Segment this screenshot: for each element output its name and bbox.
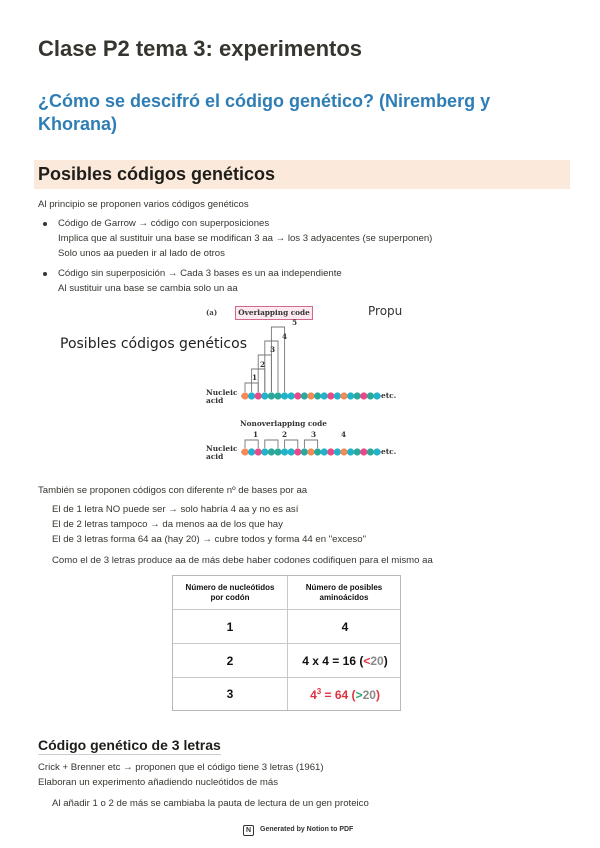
page-title: Clase P2 tema 3: experimentos <box>38 36 363 61</box>
overlap-bead <box>321 392 328 399</box>
nonoverlap-bead <box>261 448 268 455</box>
overlap-number-3: 3 <box>270 345 276 354</box>
overlap-number-1: 1 <box>252 373 258 382</box>
result-2-compare: < <box>363 654 371 668</box>
overlap-bead <box>288 392 295 399</box>
result-2-ref: 20 <box>370 654 384 668</box>
nonoverlap-bead <box>301 448 308 455</box>
figure-panel-label: (a) <box>206 308 218 317</box>
nonoverlap-bead <box>294 448 301 455</box>
section-heading-three-letters: Código genético de 3 letras <box>38 737 221 753</box>
overlap-bead <box>360 392 367 399</box>
nonoverlap-bead <box>340 448 347 455</box>
table-cell-result-1: 4 <box>341 620 349 634</box>
table-cell-n-3: 3 <box>226 687 234 701</box>
overlap-bead <box>281 392 288 399</box>
bullet-2-line-1: Código sin superposición → Cada 3 bases es un aa independiente <box>58 268 342 279</box>
table-cell-result-3 <box>288 687 402 702</box>
codon-table <box>172 575 401 711</box>
nonoverlap-number-2: 2 <box>282 430 288 439</box>
table-row-divider <box>173 677 400 678</box>
nonoverlap-bracket <box>285 440 298 448</box>
letter-2-line: El de 2 letras tampoco → da menos aa de los que hay <box>52 519 283 530</box>
figure-cut-text: Propu <box>368 304 403 318</box>
overlap-bead <box>307 392 314 399</box>
result-2-text: 4 x 4 = 16 ( <box>302 654 364 668</box>
footer-text: Generated by Notion to PDF <box>260 826 354 833</box>
table-header-nucleotides: Número de nucleótidos por codón <box>185 583 275 602</box>
nonoverlap-number-1: 1 <box>253 430 259 439</box>
table-cell-n-1: 1 <box>226 620 234 634</box>
etc-label-2: etc. <box>381 447 397 456</box>
nonoverlap-bead <box>274 448 281 455</box>
nonoverlap-bead <box>334 448 341 455</box>
genetic-code-figure <box>56 300 402 464</box>
result-3-ref: 20 <box>362 688 376 702</box>
nonoverlap-bead <box>321 448 328 455</box>
nonoverlap-brackets <box>245 440 318 448</box>
letter-3-line: El de 3 letras forma 64 aa (hay 20) → cubre todos y forma 44 en "exceso" <box>52 534 366 545</box>
table-row-divider <box>173 643 400 644</box>
subtitle-heading: ¿Cómo se descifró el código genético? (Niremberg y Khorana) <box>38 91 491 134</box>
bullet-2-line-2: Al sustituir una base se cambia solo un aa <box>58 283 238 294</box>
nonoverlap-number-3: 3 <box>311 430 317 439</box>
nonoverlap-bead <box>314 448 321 455</box>
nonoverlap-bracket <box>304 440 317 448</box>
nonoverlap-bead <box>255 448 262 455</box>
nonoverlap-bead <box>354 448 361 455</box>
overlap-bead <box>334 392 341 399</box>
table-header-aminoacids: Número de posibles aminoácidos <box>305 583 383 602</box>
overlap-bead <box>248 392 255 399</box>
nonoverlap-bead <box>268 448 275 455</box>
paragraph-redundant-codons: Como el de 3 letras produce aa de más debe haber codones codifiquen para el mismo aa <box>52 555 433 566</box>
overlapping-code-label: Overlapping code <box>235 306 313 320</box>
notion-icon: N <box>243 825 254 836</box>
crick-brenner-line: Crick + Brenner etc → proponen que el código tiene 3 letras (1961) <box>38 762 324 773</box>
nonoverlap-bracket <box>245 440 258 448</box>
reading-frame-line: Al añadir 1 o 2 de más se cambiaba la pauta de lectura de un gen proteico <box>52 798 369 809</box>
result-2-close: ) <box>383 654 388 668</box>
nonoverlap-bracket <box>265 440 278 448</box>
bullet-1-line-1: Código de Garrow → código con superposiciones <box>58 218 270 229</box>
nonoverlap-bead <box>373 448 380 455</box>
result-3-compare: > <box>355 688 363 702</box>
bullet-dot <box>43 272 47 276</box>
nonoverlap-bead-row <box>241 448 381 455</box>
nucleic-acid-label-1: Nucleic acid <box>206 388 238 405</box>
nucleic-acid-label-2: Nucleic acid <box>206 444 238 461</box>
overlap-bead <box>347 392 354 399</box>
figure-drawing <box>56 300 402 464</box>
overlap-bead-row <box>241 392 381 399</box>
overlap-number-4: 4 <box>282 332 288 341</box>
result-3-exponent: 3 <box>316 687 322 696</box>
bullet-1-line-2: Implica que al sustituir una base se modifican 3 aa → los 3 adyacentes (se superponen) <box>58 233 433 244</box>
table-row-divider <box>173 609 400 610</box>
overlap-bead <box>367 392 374 399</box>
overlap-bead <box>354 392 361 399</box>
overlap-bead <box>255 392 262 399</box>
section-heading-codes <box>34 160 570 189</box>
overlap-bead <box>340 392 347 399</box>
overlap-bead <box>327 392 334 399</box>
result-3-eq: = 64 ( <box>321 688 356 702</box>
overlap-bead <box>274 392 281 399</box>
nonoverlap-bead <box>281 448 288 455</box>
overlap-number-2: 2 <box>260 360 266 369</box>
overlap-number-5: 5 <box>292 318 298 327</box>
paragraph-bases-per-aa: También se proponen códigos con diferente nº de bases por aa <box>38 485 308 496</box>
result-3-base: 4 <box>310 688 317 702</box>
bullet-1-line-3: Solo unos aa pueden ir al lado de otros <box>58 248 225 259</box>
nonoverlap-bead <box>347 448 354 455</box>
nonoverlap-bead <box>360 448 367 455</box>
nonoverlap-bead <box>241 448 248 455</box>
table-cell-result-2 <box>288 654 402 668</box>
overlap-bead <box>261 392 268 399</box>
nonoverlap-bead <box>288 448 295 455</box>
nonoverlap-bead <box>248 448 255 455</box>
overlap-bead <box>268 392 275 399</box>
etc-label-1: etc. <box>381 391 397 400</box>
letter-1-line: El de 1 letra NO puede ser → solo habría 4 aa y no es así <box>52 504 299 515</box>
nonoverlap-bead <box>367 448 374 455</box>
overlap-bead <box>294 392 301 399</box>
intro-paragraph: Al principio se proponen varios códigos genéticos <box>38 199 249 210</box>
table-cell-n-2: 2 <box>226 654 234 668</box>
section-heading-codes-text: Posibles códigos genéticos <box>38 164 276 184</box>
result-3-close: ) <box>375 688 380 702</box>
bullet-dot <box>43 222 47 226</box>
experiment-line: Elaboran un experimento añadiendo nucleótidos de más <box>38 777 279 788</box>
overlap-bead <box>241 392 248 399</box>
nonoverlap-bead <box>307 448 314 455</box>
overlap-bead <box>314 392 321 399</box>
nonoverlap-bead <box>327 448 334 455</box>
nonoverlapping-code-label: Nonoverlapping code <box>240 419 327 428</box>
figure-side-title: Posibles códigos genéticos <box>60 336 247 352</box>
overlap-bead <box>373 392 380 399</box>
overlap-bead <box>301 392 308 399</box>
nonoverlap-number-4: 4 <box>341 430 347 439</box>
